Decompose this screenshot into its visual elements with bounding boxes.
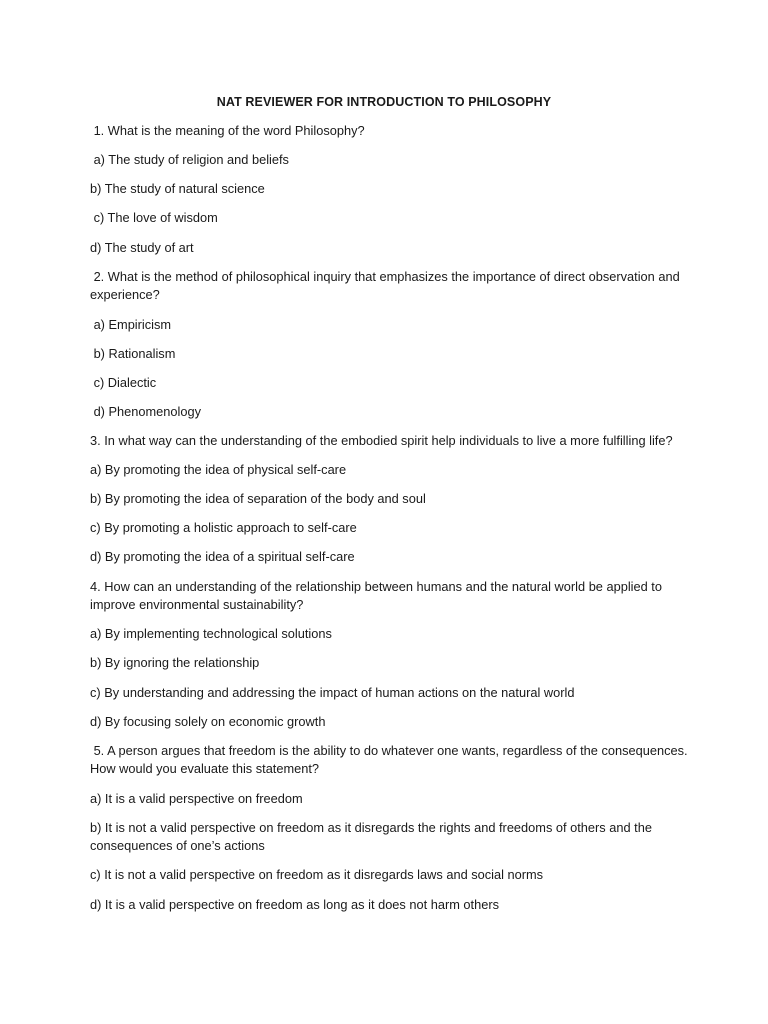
q2-option-d: d) Phenomenology <box>90 404 201 419</box>
question-5: 5. A person argues that freedom is the ability to do whatever one wants, regardless of the consequences. How would you evaluate this statement? <box>90 743 692 776</box>
question-4: 4. How can an understanding of the relationship between humans and the natural world be applied to improve environmental sustainability? <box>90 579 666 612</box>
q5-option-b: b) It is not a valid perspective on freedom as it disregards the rights and freedoms of others and the consequences of one’s actions <box>90 820 656 853</box>
q4-option-c: c) By understanding and addressing the impact of human actions on the natural world <box>90 685 575 700</box>
document-title: NAT REVIEWER FOR INTRODUCTION TO PHILOSOPHY <box>216 95 552 109</box>
q3-option-d: d) By promoting the idea of a spiritual self-care <box>90 549 355 564</box>
q4-option-d: d) By focusing solely on economic growth <box>90 714 326 729</box>
q3-option-c: c) By promoting a holistic approach to self-care <box>90 520 357 535</box>
q1-option-d: d) The study of art <box>90 240 194 255</box>
q3-option-b: b) By promoting the idea of separation of the body and soul <box>90 491 426 506</box>
q1-option-a: a) The study of religion and beliefs <box>90 152 289 167</box>
q2-option-c: c) Dialectic <box>90 375 157 390</box>
q4-option-b: b) By ignoring the relationship <box>90 655 260 670</box>
question-2: 2. What is the method of philosophical inquiry that emphasizes the importance of direct observation and experience? <box>90 269 684 302</box>
question-1: 1. What is the meaning of the word Philosophy? <box>90 123 365 138</box>
q2-option-a: a) Empiricism <box>90 317 172 332</box>
q5-option-a: a) It is a valid perspective on freedom <box>90 791 303 806</box>
q1-option-b: b) The study of natural science <box>90 181 265 196</box>
q5-option-d: d) It is a valid perspective on freedom as long as it does not harm others <box>90 897 500 912</box>
q3-option-a: a) By promoting the idea of physical self-care <box>90 462 347 477</box>
q4-option-a: a) By implementing technological solutions <box>90 626 332 641</box>
q5-option-c: c) It is not a valid perspective on freedom as it disregards laws and social norms <box>90 867 544 882</box>
q1-option-c: c) The love of wisdom <box>90 210 218 225</box>
question-3: 3. In what way can the understanding of the embodied spirit help individuals to live a more fulfilling life? <box>90 433 673 448</box>
q2-option-b: b) Rationalism <box>90 346 176 361</box>
